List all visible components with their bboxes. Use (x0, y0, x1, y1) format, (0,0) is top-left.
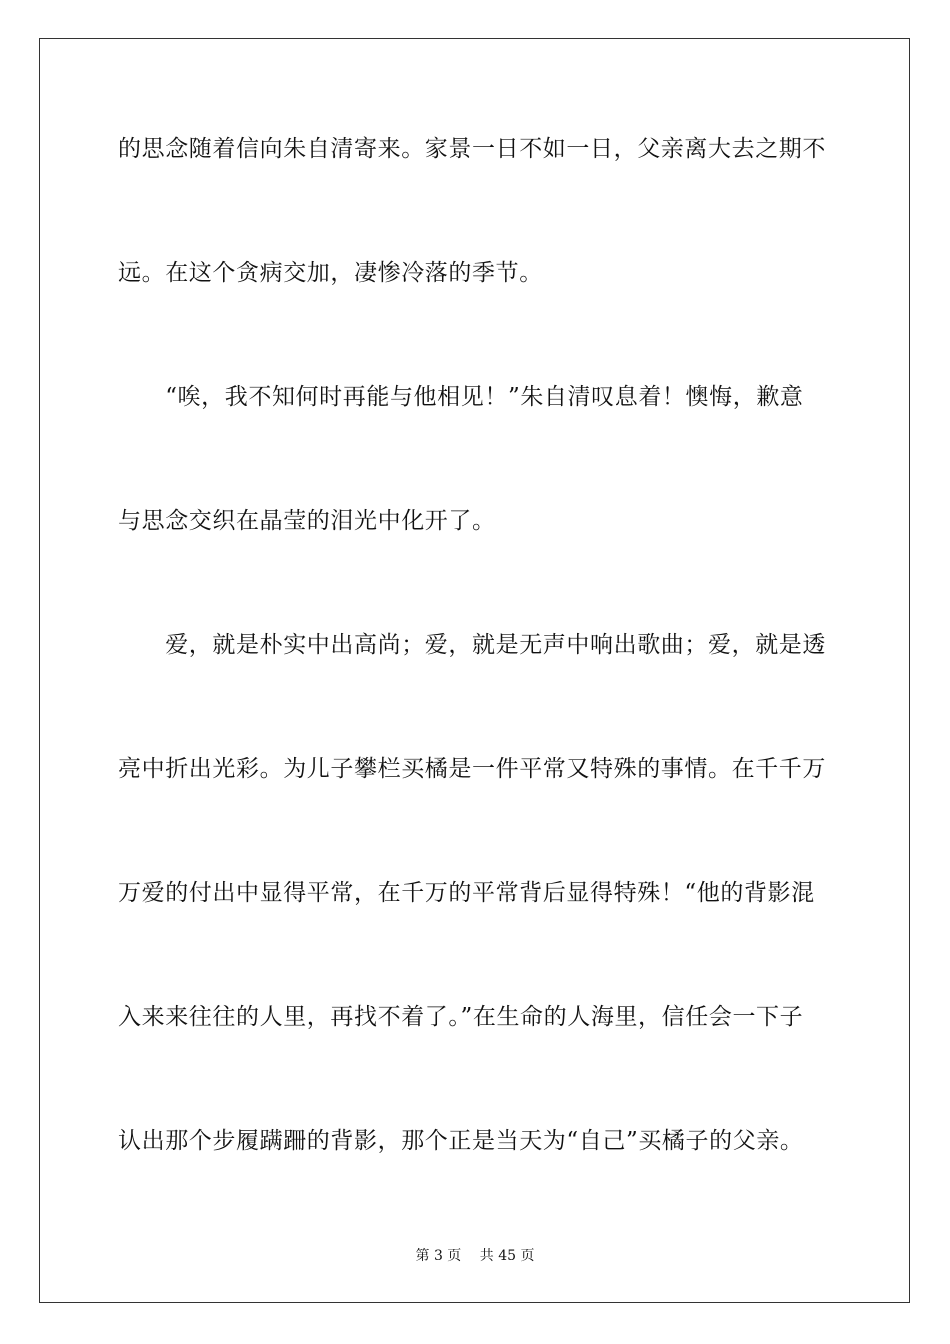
text-line-6: 亮中折出光彩。为儿子攀栏买橘是一件平常又特殊的事情。在千千万 (118, 756, 826, 782)
text-line-7: 万爱的付出中显得平常，在千万的平常背后显得特殊！“他的背影混 (118, 880, 815, 906)
page-frame (39, 38, 910, 1303)
text-line-8: 入来来往往的人里，再找不着了。”在生命的人海里，信任会一下子 (118, 1004, 804, 1030)
page-number-footer: 第 3 页 共 45 页 (415, 1248, 535, 1264)
text-line-2: 远。在这个贪病交加，凄惨冷落的季节。 (118, 260, 543, 286)
text-line-9: 认出那个步履蹒跚的背影，那个正是当天为“自己”买橘子的父亲。 (118, 1128, 804, 1154)
text-line-5: 爱，就是朴实中出高尚；爱，就是无声中响出歌曲；爱，就是透 (118, 632, 826, 658)
text-line-1: 的思念随着信向朱自清寄来。家景一日不如一日，父亲离大去之期不 (118, 136, 826, 162)
text-line-4: 与思念交织在晶莹的泪光中化开了。 (118, 508, 496, 534)
text-line-3: “唉，我不知何时再能与他相见！”朱自清叹息着！懊悔，歉意 (118, 384, 804, 410)
